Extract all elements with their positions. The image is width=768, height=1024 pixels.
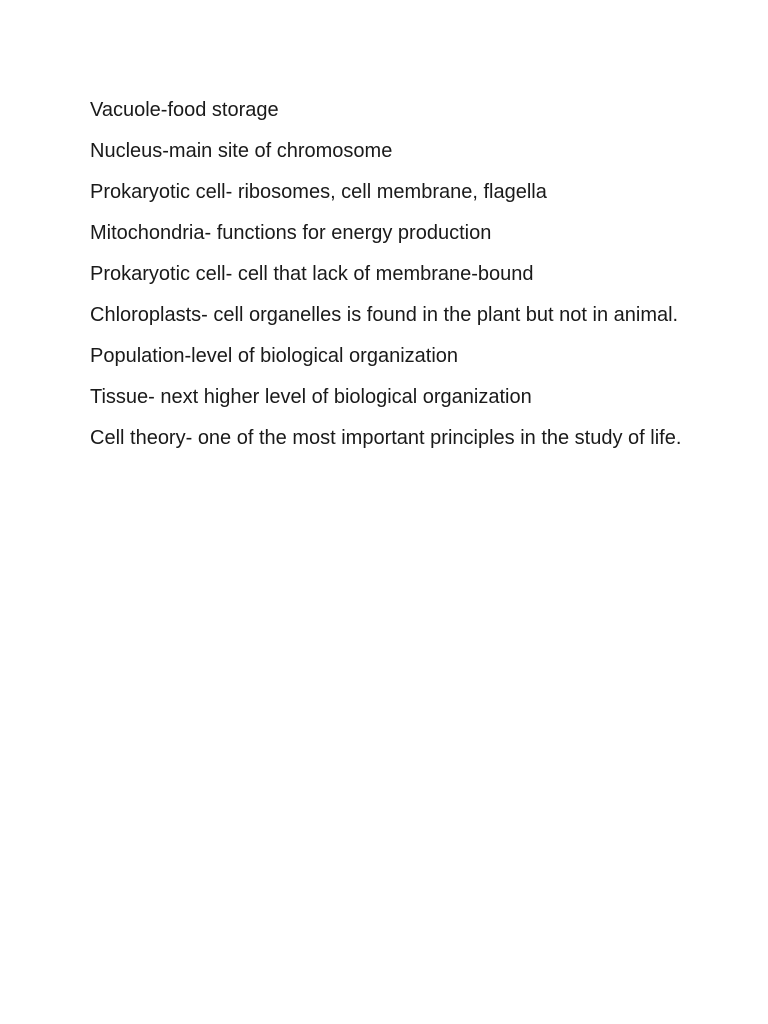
note-line-nucleus: Nucleus-main site of chromosome — [90, 140, 393, 162]
note-line-prokaryotic-cell-parts: Prokaryotic cell- ribosomes, cell membrane, flagella — [90, 181, 547, 203]
notes-text-block — [90, 94, 690, 463]
note-line-mitochondria: Mitochondria- functions for energy production — [90, 222, 492, 244]
note-line-tissue: Tissue- next higher level of biological organization — [90, 386, 532, 408]
note-line-cell-theory: Cell theory- one of the most important principles in the study of life. — [90, 427, 682, 449]
note-line-chloroplasts: Chloroplasts- cell organelles is found in the plant but not in animal. — [90, 304, 679, 326]
note-line-prokaryotic-cell-definition: Prokaryotic cell- cell that lack of membrane-bound — [90, 263, 534, 285]
note-line-vacuole: Vacuole-food storage — [90, 99, 279, 121]
note-line-population: Population-level of biological organization — [90, 345, 459, 367]
